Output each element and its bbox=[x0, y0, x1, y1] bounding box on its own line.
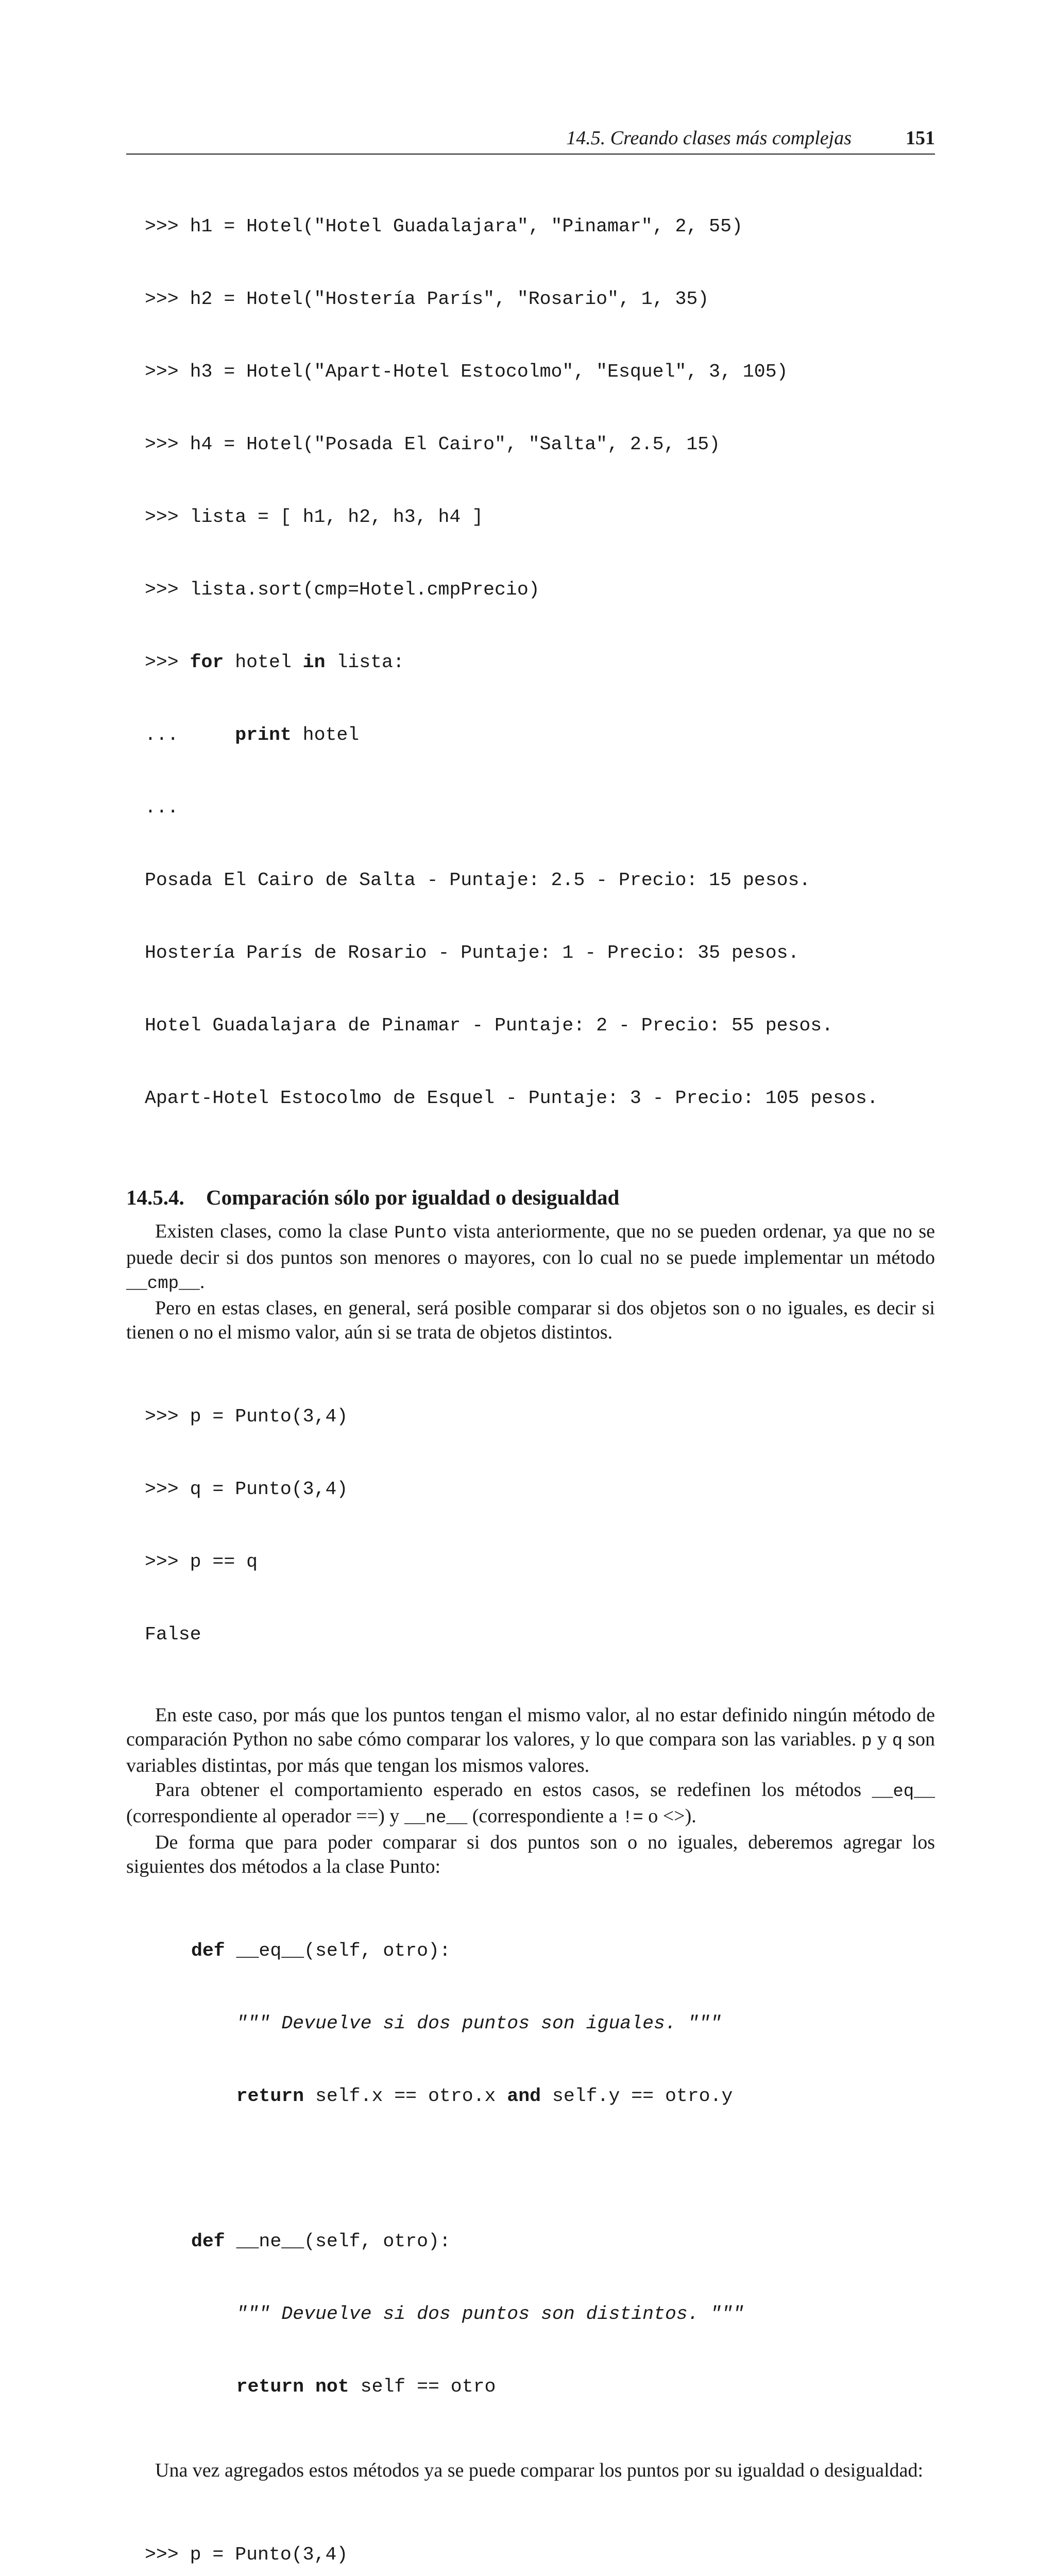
output-line: Posada El Cairo de Salta - Puntaje: 2.5 - Precio: 15 pesos. bbox=[145, 870, 811, 891]
code-line-print bbox=[145, 723, 935, 747]
inline-code-ne: __ne__ bbox=[404, 1808, 468, 1828]
code-line: >>> q = Punto(3,4) bbox=[145, 1479, 348, 1500]
page-content bbox=[126, 166, 935, 2576]
code-text: self == otro bbox=[349, 2376, 496, 2397]
code-line-return bbox=[191, 2375, 935, 2399]
inline-code-punto: Punto bbox=[394, 1224, 447, 1243]
code-line-def-eq bbox=[191, 1939, 935, 1963]
code-line: >>> p == q bbox=[145, 1551, 258, 1572]
code-line-docstring bbox=[191, 2011, 935, 2036]
keyword-def: def bbox=[191, 1940, 225, 1961]
keyword-and: and bbox=[507, 2086, 541, 2107]
code-block-eq-ne-methods bbox=[191, 1890, 935, 2447]
code-text: self.x == otro.x bbox=[304, 2086, 507, 2107]
text: vista anteriormente, que no se pueden ordenar, ya que no se puede decir si dos puntos son menores o mayores, con lo cual no se puede implementar un método bbox=[126, 1221, 935, 1268]
keyword-not: not bbox=[315, 2376, 349, 2397]
page-number: 151 bbox=[906, 127, 935, 149]
code-line-blank bbox=[191, 2157, 935, 2181]
code-line: >>> h1 = Hotel("Hotel Guadalajara", "Pinamar", 2, 55) bbox=[145, 216, 743, 237]
running-header-title: 14.5. Creando clases más complejas bbox=[566, 127, 852, 149]
text: son variables distintas, por más que tengan los mismos valores. bbox=[126, 1728, 935, 1776]
code-line: >>> h4 = Hotel("Posada El Cairo", "Salta", 2.5, 15) bbox=[145, 434, 721, 455]
code-text: __ne__(self, otro): bbox=[225, 2231, 451, 2252]
code-line: >>> lista = [ h1, h2, h3, h4 ] bbox=[145, 506, 484, 528]
keyword-in: in bbox=[302, 652, 326, 673]
inline-code-eq: __eq__ bbox=[872, 1782, 935, 1802]
code-block-compare-false bbox=[145, 1356, 935, 1695]
code-block-compare-true bbox=[145, 2494, 935, 2576]
paragraph-4 bbox=[126, 1778, 935, 1831]
text: . bbox=[199, 1271, 205, 1293]
text: y bbox=[872, 1728, 892, 1750]
code-text: hotel bbox=[291, 724, 360, 745]
output-line: Apart-Hotel Estocolmo de Esquel - Puntaje: 3 - Precio: 105 pesos. bbox=[145, 1088, 878, 1109]
inline-code-p: p bbox=[861, 1732, 872, 1751]
code-line: >>> h2 = Hotel("Hostería París", "Rosario", 1, 35) bbox=[145, 289, 709, 310]
keyword-print: print bbox=[235, 724, 292, 745]
code-text: hotel bbox=[224, 652, 303, 673]
running-header bbox=[126, 124, 935, 155]
text: o <>). bbox=[643, 1805, 696, 1827]
code-line-return bbox=[191, 2084, 935, 2108]
code-block-hotel-sort bbox=[145, 166, 935, 1159]
inline-code-neq: != bbox=[622, 1808, 643, 1828]
text: (correspondiente al operador ==) y bbox=[126, 1805, 404, 1827]
docstring: """ Devuelve si dos puntos son distintos. """ bbox=[236, 2303, 744, 2325]
inline-code-cmp: __cmp__ bbox=[126, 1274, 200, 1294]
docstring: """ Devuelve si dos puntos son iguales. """ bbox=[236, 2013, 722, 2034]
text: Para obtener el comportamiento esperado en estos casos, se redefinen los métodos bbox=[155, 1779, 872, 1801]
text: En este caso, por más que los puntos tengan el mismo valor, al no estar definido ningún método de comparación Python no sabe cómo comparar los valores, y lo que compara son las variables. bbox=[126, 1704, 935, 1750]
code-line: >>> h3 = Hotel("Apart-Hotel Estocolmo", "Esquel", 3, 105) bbox=[145, 361, 788, 382]
section-number: 14.5.4. bbox=[126, 1185, 184, 1209]
code-text: self.y == otro.y bbox=[541, 2086, 733, 2107]
keyword-return: return bbox=[236, 2376, 304, 2397]
code-line: >>> p = Punto(3,4) bbox=[145, 1406, 348, 1427]
inline-code-q: q bbox=[892, 1732, 903, 1751]
text: Existen clases, como la clase bbox=[155, 1221, 395, 1242]
continuation-prompt: ... bbox=[145, 724, 235, 745]
paragraph-2: Pero en estas clases, en general, será posible comparar si dos objetos son o no iguales, es decir si tienen o no el mismo valor, aún si se trata de objetos distintos. bbox=[126, 1297, 935, 1343]
paragraph-5: De forma que para poder comparar si dos puntos son o no iguales, deberemos agregar los siguientes dos métodos a la clase Punto: bbox=[126, 1832, 935, 1877]
keyword-return: return bbox=[236, 2086, 304, 2107]
output-line: False bbox=[145, 1624, 201, 1645]
output-line: Hotel Guadalajara de Pinamar - Puntaje: 2 - Precio: 55 pesos. bbox=[145, 1015, 833, 1036]
code-line-def-ne bbox=[191, 2229, 935, 2253]
code-line: ... bbox=[145, 797, 179, 818]
section-heading bbox=[126, 1183, 935, 1211]
code-line-docstring bbox=[191, 2302, 935, 2326]
section-title: Comparación sólo por igualdad o desigualdad bbox=[206, 1185, 620, 1209]
code-text: __eq__(self, otro): bbox=[225, 1940, 451, 1961]
code-line-for bbox=[145, 650, 935, 674]
paragraph-3 bbox=[126, 1703, 935, 1778]
paragraph-1 bbox=[126, 1219, 935, 1296]
output-line: Hostería París de Rosario - Puntaje: 1 - Precio: 35 pesos. bbox=[145, 942, 799, 963]
paragraph-6: Una vez agregados estos métodos ya se puede comparar los puntos por su igualdad o desigualdad: bbox=[155, 2460, 924, 2481]
prompt: >>> bbox=[145, 652, 190, 673]
text: (correspondiente a bbox=[467, 1805, 622, 1827]
code-line: >>> lista.sort(cmp=Hotel.cmpPrecio) bbox=[145, 579, 540, 600]
keyword-def: def bbox=[191, 2231, 225, 2252]
code-line: >>> p = Punto(3,4) bbox=[145, 2544, 348, 2565]
keyword-for: for bbox=[190, 652, 224, 673]
code-text: lista: bbox=[325, 652, 404, 673]
